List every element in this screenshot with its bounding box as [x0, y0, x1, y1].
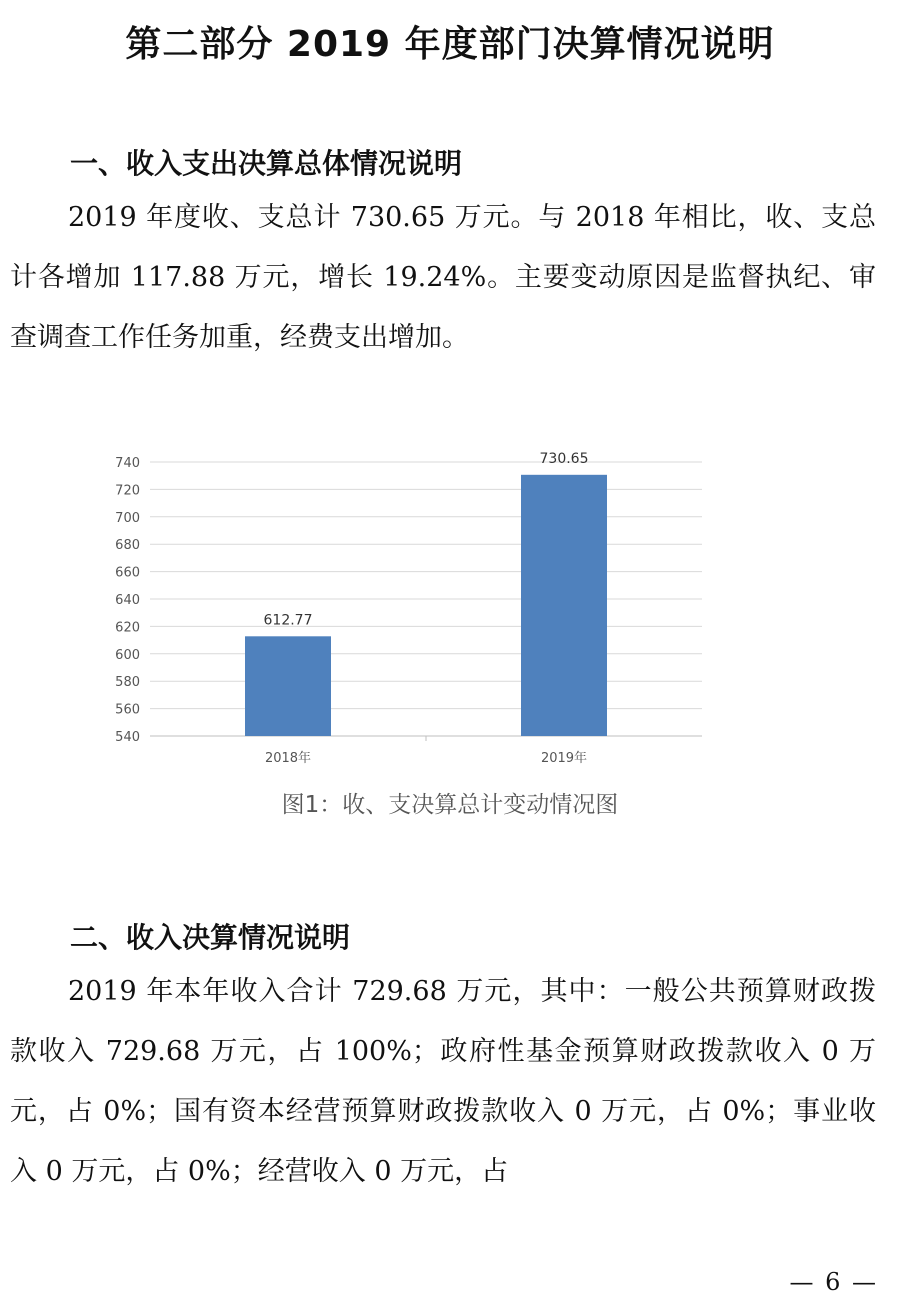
- bar: [521, 475, 607, 736]
- section-2-heading: 二、收入决算情况说明: [70, 921, 351, 954]
- bar-chart-svg: [90, 440, 720, 780]
- y-tick-label: 680: [115, 538, 140, 554]
- x-tick-label: 2019年: [540, 751, 588, 766]
- page-title: 第二部分 2019 年度部门决算情况说明: [125, 24, 775, 65]
- page-number: — 6 —: [789, 1268, 878, 1296]
- x-tick-label: 2018年: [264, 751, 312, 766]
- y-tick-label: 660: [115, 565, 140, 581]
- y-tick-label: 640: [115, 593, 140, 608]
- bar: [245, 636, 331, 736]
- bar-data-label: 612.77: [263, 612, 313, 629]
- y-tick-label: 580: [115, 675, 140, 691]
- y-tick-label: 620: [115, 620, 140, 636]
- bar-chart: [90, 440, 720, 780]
- section-1-heading: 一、收入支出决算总体情况说明: [70, 147, 463, 180]
- y-tick-label: 720: [115, 483, 140, 499]
- y-tick-label: 540: [115, 730, 140, 745]
- bar-data-label: 730.65: [539, 450, 589, 467]
- figure-caption: 图1：收、支决算总计变动情况图: [281, 792, 619, 818]
- section-1-paragraph: 2019 年度收、支总计 730.65 万元。与 2018 年相比，收、支总计各增加 117.88 万元，增长 19.24%。主要变动原因是监督执纪、审查调查工作任务加重，经费支出增加。: [10, 202, 876, 353]
- y-tick-label: 700: [115, 510, 140, 526]
- y-tick-label: 600: [115, 647, 140, 663]
- section-2-paragraph: 2019 年本年收入合计 729.68 万元，其中：一般公共预算财政拨款收入 729.68 万元，占 100%；政府性基金预算财政拨款收入 0 万元，占 0%；国有资本经营预算财政拨款收入 0 万元，占 0%；事业收入 0 万元，占 0%；经营收入 0 万元，占: [10, 976, 876, 1187]
- y-tick-label: 560: [115, 702, 140, 718]
- y-tick-label: 740: [115, 456, 140, 471]
